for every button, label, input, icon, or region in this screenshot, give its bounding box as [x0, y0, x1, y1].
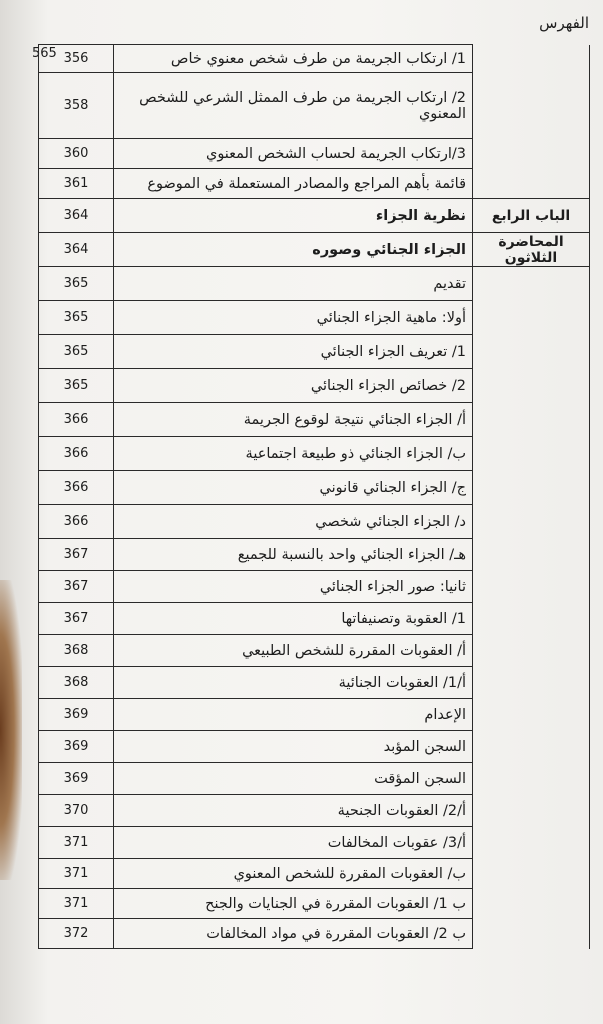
toc-entry-title: 3/ارتكاب الجريمة لحساب الشخص المعنوي — [114, 139, 473, 169]
toc-row — [39, 889, 590, 919]
toc-section-label — [473, 731, 590, 763]
toc-row — [39, 471, 590, 505]
toc-section-label — [473, 437, 590, 471]
toc-section-label — [473, 763, 590, 795]
toc-page-number: 366 — [39, 403, 114, 437]
toc-entry-title: هـ/ الجزاء الجنائي واحد بالنسبة للجميع — [114, 539, 473, 571]
finger-shadow — [0, 580, 22, 880]
toc-page-number: 365 — [39, 301, 114, 335]
toc-section-label — [473, 859, 590, 889]
toc-section-label — [473, 889, 590, 919]
toc-row — [39, 539, 590, 571]
toc-row — [39, 827, 590, 859]
toc-section-label — [473, 667, 590, 699]
toc-entry-title: ب/ الجزاء الجنائي ذو طبيعة اجتماعية — [114, 437, 473, 471]
toc-section-label — [473, 827, 590, 859]
toc-entry-title: 1/ تعريف الجزاء الجنائي — [114, 335, 473, 369]
toc-section-label — [473, 267, 590, 301]
toc-entry-title: ب 2/ العقوبات المقررة في مواد المخالفات — [114, 919, 473, 949]
toc-section-label — [473, 919, 590, 949]
toc-entry-title: 2/ خصائص الجزاء الجنائي — [114, 369, 473, 403]
toc-row — [39, 267, 590, 301]
toc-entry-title: أ/2/ العقوبات الجنحية — [114, 795, 473, 827]
toc-entry-title: تقديم — [114, 267, 473, 301]
toc-section-label — [473, 635, 590, 667]
toc-row — [39, 731, 590, 763]
toc-section-label — [473, 369, 590, 403]
toc-row — [39, 335, 590, 369]
toc-section-label — [473, 471, 590, 505]
toc-row — [39, 301, 590, 335]
toc-page-number: 365 — [39, 267, 114, 301]
toc-row — [39, 139, 590, 169]
toc-row — [39, 73, 590, 139]
toc-entry-title: الإعدام — [114, 699, 473, 731]
toc-section-label — [473, 795, 590, 827]
toc-entry-title: 2/ ارتكاب الجريمة من طرف الممثل الشرعي للشخص المعنوي — [114, 73, 473, 139]
toc-entry-title: الجزاء الجنائي وصوره — [114, 233, 473, 267]
toc-row — [39, 571, 590, 603]
toc-row — [39, 437, 590, 471]
toc-page-number: 364 — [39, 199, 114, 233]
toc-page-number: 360 — [39, 139, 114, 169]
toc-section-label — [473, 139, 590, 169]
table-of-contents — [38, 44, 590, 949]
toc-section-label — [473, 571, 590, 603]
toc-entry-title: أولا: ماهية الجزاء الجنائي — [114, 301, 473, 335]
toc-page-number: 364 — [39, 233, 114, 267]
toc-entry-title: السجن المؤبد — [114, 731, 473, 763]
toc-page-number: 368 — [39, 667, 114, 699]
toc-page-number: 371 — [39, 827, 114, 859]
toc-entry-title: ثانيا: صور الجزاء الجنائي — [114, 571, 473, 603]
toc-row — [39, 635, 590, 667]
toc-entry-title: نظرية الجزاء — [114, 199, 473, 233]
toc-row — [39, 699, 590, 731]
toc-row — [39, 45, 590, 73]
toc-page-number: 370 — [39, 795, 114, 827]
toc-entry-title: 1/ العقوبة وتصنيفاتها — [114, 603, 473, 635]
toc-section-label — [473, 301, 590, 335]
toc-row — [39, 233, 590, 267]
toc-page-number: 366 — [39, 505, 114, 539]
toc-row — [39, 603, 590, 635]
toc-section-label — [473, 403, 590, 437]
toc-entry-title: 1/ ارتكاب الجريمة من طرف شخص معنوي خاص — [114, 45, 473, 73]
toc-section-label — [473, 699, 590, 731]
toc-entry-title: قائمة بأهم المراجع والمصادر المستعملة في الموضوع — [114, 169, 473, 199]
toc-row — [39, 667, 590, 699]
toc-row — [39, 199, 590, 233]
toc-section-label: الباب الرابع — [473, 199, 590, 233]
toc-page-number: 366 — [39, 437, 114, 471]
toc-section-label — [473, 539, 590, 571]
toc-page-number: 371 — [39, 859, 114, 889]
toc-entry-title: السجن المؤقت — [114, 763, 473, 795]
toc-row — [39, 919, 590, 949]
toc-entry-title: أ/3/ عقوبات المخالفات — [114, 827, 473, 859]
toc-entry-title: ب 1/ العقوبات المقررة في الجنايات والجنح — [114, 889, 473, 919]
running-header-title: الفهرس — [539, 14, 589, 32]
toc-page-number: 366 — [39, 471, 114, 505]
toc-section-label — [473, 505, 590, 539]
toc-entry-title: ج/ الجزاء الجنائي قانوني — [114, 471, 473, 505]
toc-row — [39, 763, 590, 795]
toc-entry-title: أ/ الجزاء الجنائي نتيجة لوقوع الجريمة — [114, 403, 473, 437]
toc-page-number: 367 — [39, 571, 114, 603]
toc-section-label — [473, 603, 590, 635]
toc-row — [39, 859, 590, 889]
page-number: 565 — [32, 46, 57, 61]
toc-row — [39, 169, 590, 199]
toc-section-label — [473, 169, 590, 199]
toc-page-number: 365 — [39, 369, 114, 403]
toc-page-number: 367 — [39, 539, 114, 571]
toc-page-number: 371 — [39, 889, 114, 919]
toc-section-label: المحاضرة الثلاثون — [473, 233, 590, 267]
toc-section-label — [473, 45, 590, 73]
toc-page-number: 358 — [39, 73, 114, 139]
toc-page-number: 368 — [39, 635, 114, 667]
toc-section-label — [473, 73, 590, 139]
toc-page-number: 369 — [39, 731, 114, 763]
toc-page-number: 361 — [39, 169, 114, 199]
toc-entry-title: د/ الجزاء الجنائي شخصي — [114, 505, 473, 539]
toc-page-number: 369 — [39, 763, 114, 795]
toc-entry-title: أ/1/ العقوبات الجنائية — [114, 667, 473, 699]
toc-section-label — [473, 335, 590, 369]
toc-page-number: 367 — [39, 603, 114, 635]
toc-page-number: 356 — [39, 45, 114, 73]
toc-row — [39, 403, 590, 437]
toc-entry-title: أ/ العقوبات المقررة للشخص الطبيعي — [114, 635, 473, 667]
toc-row — [39, 505, 590, 539]
toc-page-number: 372 — [39, 919, 114, 949]
toc-page-number: 365 — [39, 335, 114, 369]
toc-row — [39, 369, 590, 403]
toc-page-number: 369 — [39, 699, 114, 731]
toc-entry-title: ب/ العقوبات المقررة للشخص المعنوي — [114, 859, 473, 889]
toc-row — [39, 795, 590, 827]
